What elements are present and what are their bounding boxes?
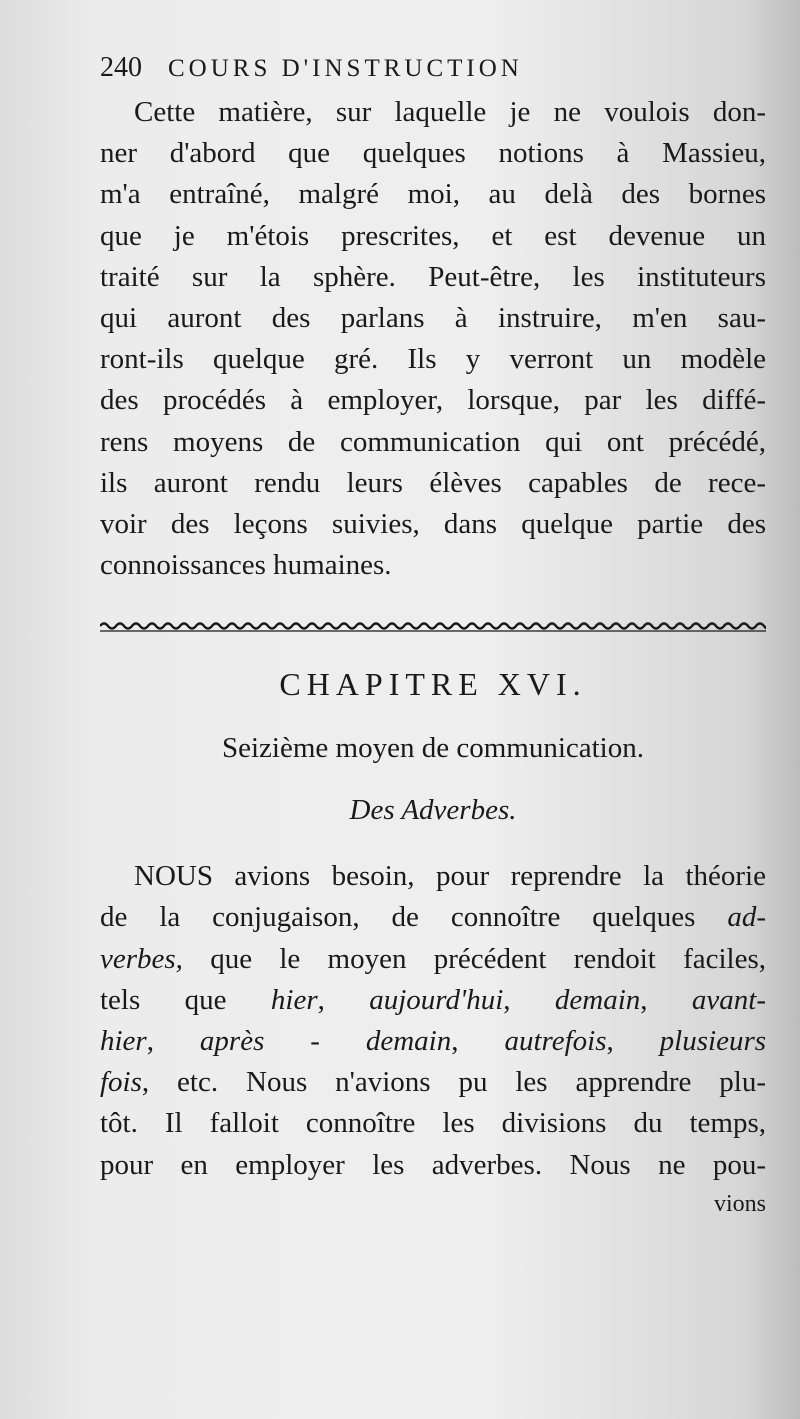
text-line: Cette matière, sur laquelle je ne voulois don-: [134, 96, 766, 128]
text-line: ront-ils quelque gré. Ils y verront un modèle: [100, 343, 766, 376]
text-run: de la conjugaison, de connoître quelques: [100, 901, 728, 934]
page-content: [100, 52, 766, 1222]
text-line: que je m'étois prescrites, et est devenue un: [100, 219, 766, 252]
text-run: avions besoin, pour reprendre la théorie: [212, 860, 766, 893]
running-head: [100, 52, 766, 92]
text-run: ,: [146, 1025, 200, 1057]
page-number: 240: [100, 52, 142, 83]
text-run: que le moyen précédent rendoit faciles,: [182, 942, 766, 975]
italic-word: plusieurs: [659, 1025, 767, 1057]
text-run: tôt. Il falloit connoître les divisions du temps,: [100, 1107, 766, 1140]
ornamental-rule: [100, 620, 766, 634]
running-title: COURS D'INSTRUCTION: [168, 55, 523, 82]
text-line: voir des leçons suivies, dans quelque partie des: [100, 507, 766, 540]
italic-word: après - demain: [199, 1025, 452, 1057]
text-line: [100, 980, 766, 1021]
text-run: ,: [317, 983, 370, 1016]
text-run: ,: [606, 1025, 660, 1057]
text-run: ,: [451, 1025, 505, 1057]
text-line: traité sur la sphère. Peut-être, les instituteurs: [100, 260, 766, 293]
text-run: pour en employer les adverbes. Nous ne pou-: [100, 1148, 766, 1181]
text-line: connoissances humaines.: [100, 549, 392, 582]
italic-word: verbes,: [100, 942, 183, 975]
text-line: [100, 1062, 766, 1103]
text-line: [100, 856, 766, 897]
text-line: [100, 1103, 766, 1144]
text-line: [100, 1021, 766, 1062]
text-line: ner d'abord que quelques notions à Massieu,: [100, 137, 766, 170]
opening-word: NOUS: [134, 860, 213, 893]
text-run: ,: [503, 983, 555, 1016]
text-line: rens moyens de communication qui ont précédé,: [100, 425, 766, 458]
text-line: [100, 1145, 766, 1186]
text-line: des procédés à employer, lorsque, par les diffé-: [100, 384, 766, 417]
text-line: qui auront des parlans à instruire, m'en sau-: [100, 301, 766, 334]
italic-word: demain: [554, 983, 641, 1016]
text-line: ils auront rendu leurs élèves capables de rece-: [100, 466, 766, 499]
catchword: vions: [713, 1190, 766, 1217]
wavy-rule-icon: [100, 620, 766, 634]
text-run: ,: [640, 983, 692, 1016]
italic-word: avant-: [691, 983, 766, 1016]
text-run: tels que: [100, 983, 271, 1016]
text-line: [100, 939, 766, 980]
italic-word: hier: [100, 1025, 147, 1057]
text-run: , etc. Nous n'avions pu les apprendre plu-: [141, 1066, 766, 1099]
italic-word: fois: [100, 1066, 142, 1099]
chapter-subtitle: Seizième moyen de communication.: [222, 732, 644, 765]
italic-word: aujourd'hui: [369, 983, 504, 1016]
text-line: [100, 897, 766, 938]
section-title: Des Adverbes.: [349, 794, 517, 827]
italic-word: hier: [270, 983, 318, 1016]
italic-word: ad-: [727, 901, 766, 934]
paragraph-2: [100, 856, 766, 1186]
italic-word: autrefois: [504, 1025, 607, 1057]
paragraph-1: [100, 92, 766, 586]
chapter-title: CHAPITRE XVI.: [279, 666, 587, 703]
text-line: m'a entraîné, malgré moi, au delà des bornes: [100, 178, 766, 211]
